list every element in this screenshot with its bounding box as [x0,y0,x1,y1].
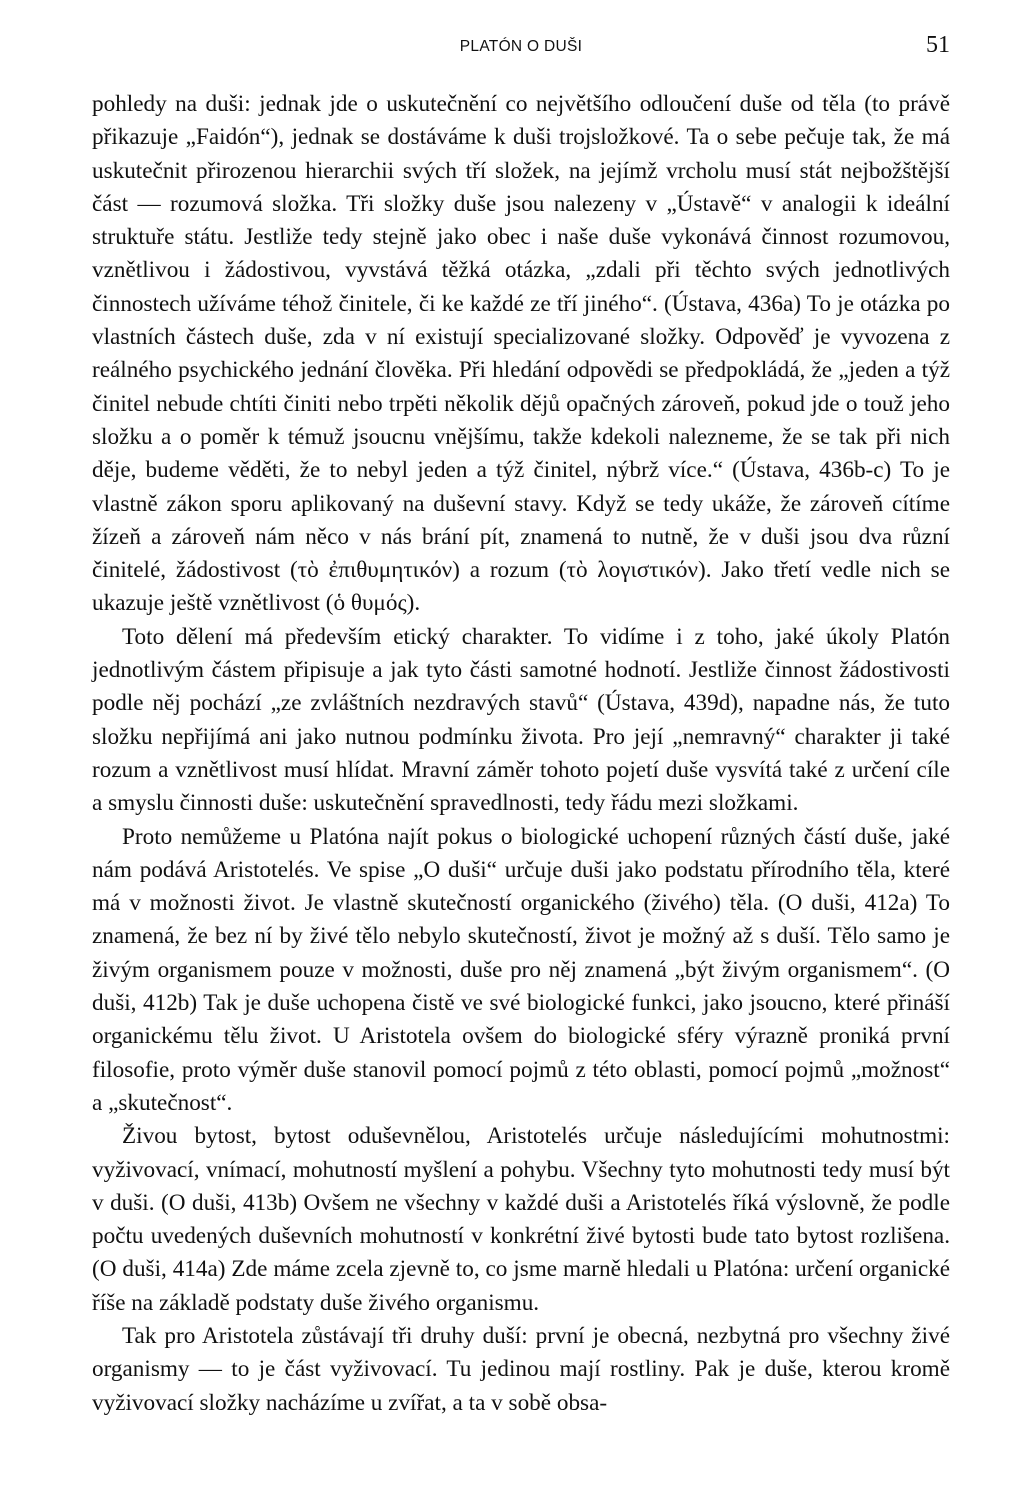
paragraph-1: pohledy na duši: jednak jde o uskutečnění co největšího odloučení duše od těla (to právě přikazuje „Faidón“), jednak se dostáváme k duši trojsložkové. Ta o sebe pečuje tak, že má uskutečnit přirozenou hierarchii svých tří složek, na jejímž vrcholu musí stát nejbožštější část — rozumová složka. Tři složky duše jsou nalezeny v „Ústavě“ v analogii k ideální struktuře státu. Jestliže tedy stejně jako obec i naše duše vykonává činnost rozumovou, vznětlivou i žádostivou, vyvstává těžká otázka, „zdali při těchto svých jednotlivých činnostech užíváme téhož činitele, či ke každé ze tří jiného“. (Ústava, 436a) To je otázka po vlastních částech duše, zda v ní existují specializované složky. Odpověď je vyvozena z reálného psychického jednání člověka. Při hledání odpovědi se předpokládá, že „jeden a týž činitel nebude chtíti činiti nebo trpěti několik dějů opačných zároveň, pokud jde o touž jeho složku a o poměr k témuž jsoucnu vnějšímu, takže kdekoli nalezneme, že se tak při nich děje, budeme věděti, že to nebyl jeden a týž činitel, nýbrž více.“ (Ústava, 436b-c) To je vlastně zákon sporu aplikovaný na duševní stavy. Když se tedy ukáže, že zároveň cítíme žízeň a zároveň nám něco v nás brání pít, znamená to nutně, že v duši jsou dva různí činitelé, žádostivost (τὸ ἐπιθυμητικόν) a rozum (τὸ λογιστικόν). Jako třetí vedle nich se ukazuje ještě vznětlivost (ὁ θυμός). [92,91,950,617]
running-title: PLATÓN O DUŠI [459,38,583,55]
paragraph-5: Tak pro Aristotela zůstávají tři druhy duší: první je obecná, nezbytná pro všechny živé organismy — to je část vyživovací. Tu jedinou mají rostliny. Pak je duše, kterou kromě vyživovací složky nacházíme u zvířat, a ta v sobě obsa- [92,1322,950,1416]
paragraph-2: Toto dělení má především etický charakter. To vidíme i z toho, jaké úkoly Platón jednotlivým částem připisuje a jak tyto části samotné hodnotí. Jestliže činnost žádostivosti podle něj pochází „ze zvláštních nezdravých stavů“ (Ústava, 439d), napadne nás, že tuto složku nepřijímá ani jako nutnou podmínku života. Pro její „nemravný“ charakter ji také rozum a vznětlivost musí hlídat. Mravní záměr tohoto pojetí duše vysvítá také z určení cíle a smyslu činnosti duše: uskutečnění spravedlnosti, tedy řádu mezi složkami. [92,623,950,817]
paragraph-3: Proto nemůžeme u Platóna najít pokus o biologické uchopení různých částí duše, jaké nám podává Aristotelés. Ve spise „O duši“ určuje duši jako podstatu přírodního těla, které má v možnosti život. Je vlastně skutečností organického (živého) těla. (O duši, 412a) To znamená, že bez ní by živé tělo nebylo skutečností, život je možný až s duší. Tělo samo je živým organismem pouze v možnosti, duše pro něj znamená „být živým organismem“. (O duši, 412b) Tak je duše uchopena čistě ve své biologické funkci, jako jsoucno, které přináší organickému tělu život. U Aristotela ovšem do biologické sféry výrazně proniká první filosofie, proto výměr duše stanovil pomocí pojmů z této oblasti, pomocí pojmů „možnost“ a „skutečnost“. [92,823,950,1116]
book-page [92,32,950,1420]
running-header [92,32,950,80]
body-text [92,88,950,1420]
paragraph-4: Živou bytost, bytost oduševnělou, Aristotelés určuje následujícími mohutnostmi: vyživovací, vnímací, mohutností myšlení a pohybu. Všechny tyto mohutnosti tedy musí být v duši. (O duši, 413b) Ovšem ne všechny v každé duši a Aristotelés říká výslovně, že podle počtu uvedených duševních mohutností v konkrétní živé bytosti bude tato bytost rozlišena. (O duši, 414a) Zde máme zcela zjevně to, co jsme marně hledali u Platóna: určení organické říše na základě podstaty duše živého organismu. [92,1123,950,1316]
page-number: 51 [926,32,950,58]
